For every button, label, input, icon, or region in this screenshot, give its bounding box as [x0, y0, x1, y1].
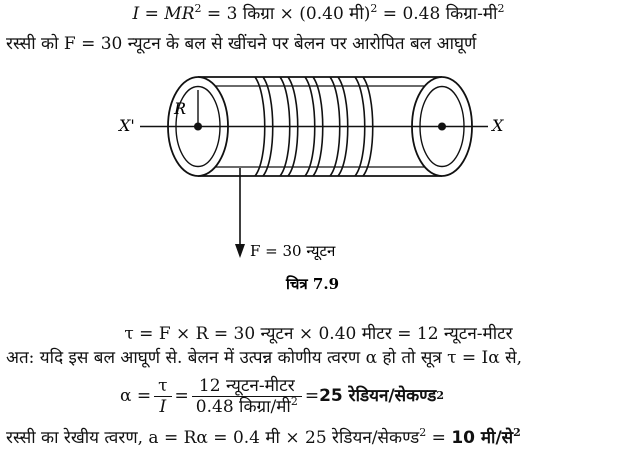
fraction-numerator: τ: [154, 376, 171, 397]
cylinder-figure: [0, 58, 637, 320]
alpha-result-prefix: =: [304, 386, 320, 406]
fraction-denominator: I: [159, 396, 167, 417]
alpha-equation: α = $\frac{\tau}{I}$ = $\frac{\text{12 न्यूटन-मीटर}}{0.48 किग्रा/मी^2}$ = 25 रेडियन/सेकण्ड 2: [120, 375, 444, 417]
linear-acceleration-equation: [6, 428, 521, 448]
axis-label-right: X: [492, 116, 504, 135]
fraction-denominator: [192, 394, 302, 417]
exponent: 2: [513, 426, 521, 439]
denominator-text: 0.48 किग्रा/मी: [195, 396, 291, 417]
fraction-tau-over-i: [154, 376, 171, 417]
exponent: 2: [370, 2, 378, 15]
mr-term: MR: [164, 4, 195, 24]
exponent: 2: [290, 394, 298, 408]
figure-caption: चित्र 7.9: [286, 275, 340, 293]
alpha-lhs: α =: [120, 386, 152, 406]
torque-intro-text: रस्सी को F = 30 न्यूटन के बल से खींचने पर बेलन पर आरोपित बल आघूर्ण: [6, 34, 477, 54]
axis-label-left: X': [119, 116, 135, 135]
inertia-symbol: I: [132, 4, 140, 24]
fraction-numerator: 12 न्यूटन-मीटर: [192, 376, 302, 397]
alpha-result: 25 रेडियन/सेकण्ड: [319, 386, 437, 406]
inertia-equation: $I = MR^2 = 3$ किग्रा × (0.40 मी)$^2$ = 0.48 किग्रा-मी$^2$: [132, 2, 505, 24]
inertia-result: = 0.48 किग्रा-मी: [377, 4, 498, 24]
exponent: 2: [497, 2, 505, 15]
exponent: 2: [194, 2, 202, 15]
fraction-values: [192, 376, 302, 417]
exponent: 2: [419, 426, 427, 439]
torque-equation: τ = F × R = 30 न्यूटन × 0.40 मीटर = 12 न्यूटन-मीटर: [124, 324, 513, 344]
inertia-middle: = 3 किग्रा × (0.40 मी): [201, 4, 371, 24]
linear-result-prefix: =: [426, 428, 452, 448]
linear-text: रस्सी का रेखीय त्वरण, a = Rα = 0.4 मी × 25 रेडियन/सेकण्ड: [6, 428, 420, 448]
equals-sign: =: [174, 386, 189, 406]
linear-result: 10 मी/से: [451, 428, 514, 448]
radius-label: R: [174, 99, 187, 118]
alpha-intro-text: अत: यदि इस बल आघूर्ण से. बेलन में उत्पन्न कोणीय त्वरण α हो तो सूत्र τ = Iα से,: [6, 348, 523, 368]
force-label: F = 30 न्यूटन: [250, 242, 336, 260]
